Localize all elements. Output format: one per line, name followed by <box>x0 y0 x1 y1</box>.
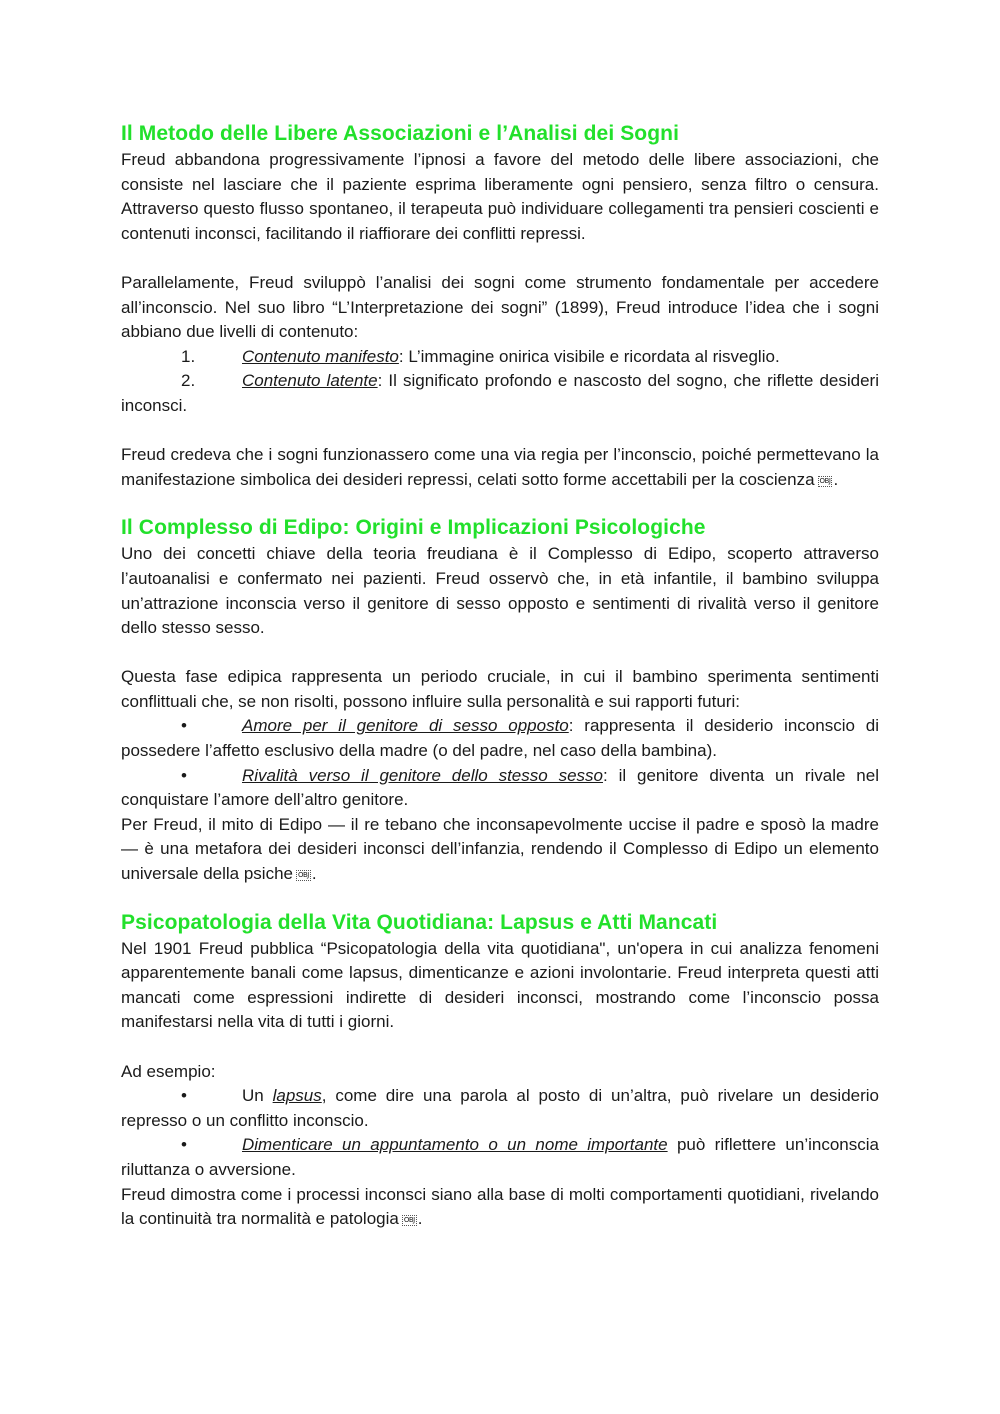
list-item-text: : L’immagine onirica visibile e ricordata al risveglio. <box>398 346 780 366</box>
paragraph <box>121 1183 879 1232</box>
list-item-term: Contenuto latente <box>242 371 378 391</box>
section-heading-psicopatologia: Psicopatologia della Vita Quotidiana: Lapsus e Atti Mancati <box>121 910 718 934</box>
list-item-term: lapsus <box>272 1086 322 1106</box>
list-marker: 2. <box>181 371 196 391</box>
list-item <box>121 1133 879 1182</box>
list-item <box>121 345 879 370</box>
list-item-text: : Il significato profondo e nascosto del sogno, che riflette desideri inconsci. <box>121 371 879 415</box>
section-heading-libere-associazioni: Il Metodo delle Libere Associazioni e l’Analisi dei Sogni <box>121 122 680 145</box>
paragraph: Questa fase edipica rappresenta un periodo cruciale, in cui il bambino sperimenta sentimenti conflittuali che, se non risolti, possono influire sulla personalità e sui rapporti futuri: <box>121 667 879 711</box>
obj-placeholder-icon: OBJ <box>403 1216 415 1225</box>
bullet-marker: • <box>181 1135 187 1155</box>
list-item-text: , come dire una parola al posto di un’altra, può rivelare un desiderio represso o un conflitto inconscio. <box>121 1086 879 1130</box>
paragraph-text: Per Freud, il mito di Edipo — il re tebano che inconsapevolmente uccise il padre e sposò la madre — è una metafora dei desideri inconsci dell’infanzia, rendendo il Complesso di Edipo un elemento universale della psiche <box>121 814 879 884</box>
obj-placeholder-icon: OBJ <box>298 871 309 880</box>
paragraph-text: Freud dimostra come i processi inconsci siano alla base di molti comportamenti quotidiani, rivelando la continuità tra normalità e patologia <box>121 1184 879 1229</box>
list-item <box>121 1084 879 1133</box>
paragraph: Ad esempio: <box>121 1061 216 1081</box>
paragraph: Parallelamente, Freud sviluppò l’analisi dei sogni come strumento fondamentale per accedere all’inconscio. Nel suo libro “L’Interpretazione dei sogni” (1899), Freud introduce l’idea che i sogni abbiano due livelli di contenuto: <box>121 272 879 342</box>
paragraph-text: Freud credeva che i sogni funzionassero come una via regia per l’inconscio, poiché permettevano la manifestazione simbolica dei desideri repressi, celati sotto forme accettabili per la coscienza <box>121 445 879 489</box>
paragraph <box>121 813 879 887</box>
list-item-term: Dimenticare un appuntamento o un nome importante <box>242 1135 668 1155</box>
bullet-marker: • <box>181 1086 187 1106</box>
list-item-term: Rivalità verso il genitore dello stesso sesso <box>242 765 603 785</box>
punctuation: . <box>417 1209 423 1229</box>
list-item-text: può riflettere un’inconscia riluttanza o avversione. <box>121 1135 879 1179</box>
list-marker: 1. <box>181 346 196 366</box>
bullet-marker: • <box>181 765 187 785</box>
list-item-term: Contenuto manifesto <box>242 346 399 366</box>
list-item-text: : il genitore diventa un rivale nel conquistare l’amore dell’altro genitore. <box>121 765 879 810</box>
list-item-text: : rappresenta il desiderio inconscio di possedere l’affetto esclusivo della madre (o del padre, nel caso della bambina). <box>121 716 879 761</box>
list-item <box>121 764 879 813</box>
obj-placeholder-icon: OBJ <box>819 476 831 485</box>
document-content <box>121 120 879 1232</box>
list-item <box>121 714 879 763</box>
paragraph: Uno dei concetti chiave della teoria freudiana è il Complesso di Edipo, scoperto attraverso l’autoanalisi e confermato nei pazienti. Freud osservò che, in età infantile, il bambino sviluppa un’attrazione inconscia verso il genitore di sesso opposto e sentimenti di rivalità verso il genitore dello stesso sesso. <box>121 544 879 638</box>
paragraph <box>121 443 879 492</box>
paragraph: Nel 1901 Freud pubblica “Psicopatologia della vita quotidiana", un'opera in cui analizza fenomeni apparentemente banali come lapsus, dimenticanze e azioni involontarie. Freud interpreta questi atti mancati come espressioni indirette di desideri inconsci, mostrando come l’inconscio possa manifestarsi nella vita di tutti i giorni. <box>121 938 879 1032</box>
punctuation: . <box>833 469 839 489</box>
punctuation: . <box>311 864 317 884</box>
list-item-prefix: Un <box>242 1086 273 1106</box>
bullet-marker: • <box>181 716 187 736</box>
list-item-term: Amore per il genitore di sesso opposto <box>242 716 569 736</box>
paragraph: Freud abbandona progressivamente l’ipnosi a favore del metodo delle libere associazioni, che consiste nel lasciare che il paziente esprima liberamente ogni pensiero, senza filtro o censura. Attraverso questo flusso spontaneo, il terapeuta può individuare collegamenti tra pensieri coscienti e contenuti inconsci, facilitando il riaffiorare dei conflitti repressi. <box>121 150 879 243</box>
section-heading-complesso-edipo: Il Complesso di Edipo: Origini e Implicazioni Psicologiche <box>121 516 706 540</box>
list-item <box>121 369 879 418</box>
